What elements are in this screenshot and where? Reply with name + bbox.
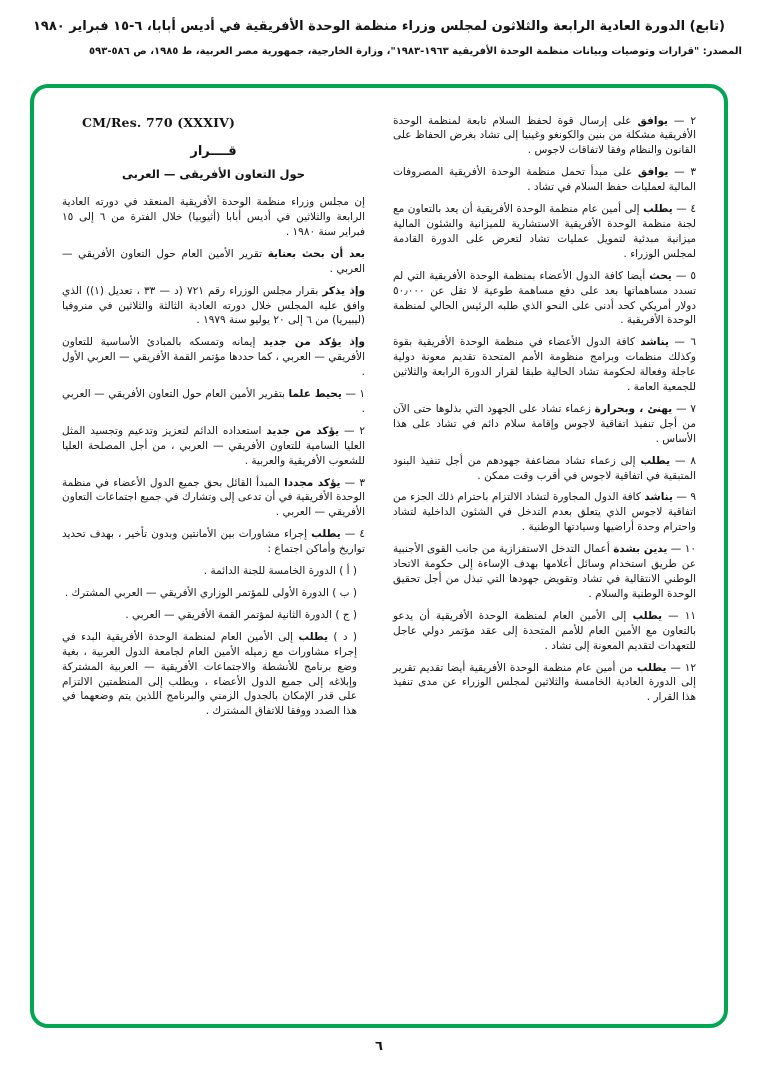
subitem-letter: ( أ ) xyxy=(339,565,357,578)
item-lead: يوافق xyxy=(637,166,669,179)
paragraph-lead: وإذ يذكر xyxy=(322,284,365,297)
paragraph-lead: بعد أن بحث بعناية xyxy=(267,247,366,260)
item-lead: يناشد xyxy=(644,491,673,504)
continuation-item xyxy=(393,202,696,262)
continuation-item xyxy=(393,490,696,535)
paragraph-number: ٤ — xyxy=(344,528,365,541)
item-number: ١١ — xyxy=(668,609,696,622)
subitem-text: إلى الأمين العام لمنظمة الوحدة الأفريقية البدء في إجراء مشاورات مع زميله الأمين العام لجامعة الدول العربية ، بغية وضع برنامج للأنشطة والاجتماعات الأفريقية — العربية المشتركة وإبلاغه إلى جميع الدول الأعضاء ، ويطلب إلى المنظمتين الالتزام على قدر الإمكان بالجدول الزمني والبرنامج اللذين يتم وضعهما في هذا الصدد ووفقا للاتفاق المشترك . xyxy=(62,630,357,718)
subitem-text: الدورة الأولى للمؤتمر الوزاري الأفريقي — العربي المشترك . xyxy=(64,587,329,600)
header-title: (تابع) الدورة العادية الرابعة والثلاثون لمجلس وزراء منظمة الوحدة الأفريقية في أديس أبابا، ٦-١٥ فبراير ١٩٨٠ xyxy=(33,19,725,34)
paragraph-lead: يؤكد من جديد xyxy=(266,424,340,437)
resolution-paragraph xyxy=(62,387,365,417)
item-lead: يطلب xyxy=(643,203,673,216)
right-column-continuation xyxy=(393,114,696,1006)
item-text: أعمال التدخل الاستفزازية من جانب القوى الأجنبية عن طريق استخدام وسائل أعلامها بهدف الإساءة إلى حكومة الاتحاد الوطني الانتقالية في تشاد وتقويض جهودها التي تبذل من أجل تحقيق الوحدة الوطنية والسلام . xyxy=(393,543,696,600)
resolution-paragraph xyxy=(62,476,365,521)
item-text: على إرسال قوة لحفظ السلام تابعة لمنظمة الوحدة الأفريقية مشكلة من بنين والكونغو وغينيا إلى تشاد بغرض الحفاظ على القانون والنظام وفقا لاتفاقات لاجوس . xyxy=(393,114,696,157)
subitem-letter: ( ب ) xyxy=(332,587,357,600)
resolution-paragraph xyxy=(62,424,365,469)
paragraph-number: ٣ — xyxy=(344,476,365,489)
paragraph-lead: يحيط علما xyxy=(288,388,342,401)
two-column-layout xyxy=(62,114,696,1006)
item-text: كافة الدول المجاورة لتشاد الالتزام باحترام ذلك الجزء من اتفاقية لاجوس الذي يتعلق بعدم التدخل في الشئون الداخلية لتشاد واحترام وحدة أراضيها وسيادتها الوطنية . xyxy=(393,491,696,534)
item-lead: يناشد xyxy=(640,336,669,349)
subitem-lead: يطلب xyxy=(298,630,329,643)
resolution-ref: CM/Res. 770 (XXXIV) xyxy=(82,114,236,130)
item-lead: يوافق xyxy=(637,114,668,127)
paragraph-number: ١ — xyxy=(345,388,365,401)
item-number: ٢ — xyxy=(673,114,696,127)
item-text: أيضا كافة الدول الأعضاء بمنظمة الوحدة الأفريقية التي لم تسدد مساهماتها بعد على دفع مساهمة طوعية لا تقل عن ٥٠٫٠٠٠ دولار أمريكي كحد أدنى على النحو الذي طلبه الرئيس الحالي لمنظمة الوحدة الأفريقية . xyxy=(393,269,696,327)
continuation-item xyxy=(393,609,696,654)
item-number: ٣ — xyxy=(674,166,697,179)
subitem-text: الدورة الخامسة للجنة الدائمة . xyxy=(203,565,336,578)
item-text: كافة الدول الأعضاء في منظمة الوحدة الأفريقية بقوة وكذلك منظمات وبرامج منظومة الأمم المتحدة تقديم معونة دولية عاجلة وفعالة لحكومة تشاد الحالية طبقا لقرار الدورة الرابعة والثلاثين للجمعية العامة . xyxy=(393,336,696,394)
resolution-paragraph xyxy=(62,195,365,240)
item-lead: يحث xyxy=(649,269,672,282)
subitem-letter: ( د ) xyxy=(333,630,358,643)
continuation-item xyxy=(393,165,696,195)
resolution-paragraph xyxy=(62,284,365,329)
paragraph-number: ٢ — xyxy=(343,424,365,437)
item-text: إلى أمين عام منظمة الوحدة الأفريقية أن يعد بالتعاون مع لجنة منظمة الوحدة الأفريقية الاستشارية للميزانية والشئون المالية ميزانية مبدئية لتمويل عمليات تشاد لتعرض على الدورة القادمة لمجلس الوزراء . xyxy=(393,203,696,260)
continuation-item xyxy=(393,661,696,706)
item-text: إلى زعماء تشاد مضاعفة جهودهم من أجل تنفيذ البنود المتبقية في اتفاقية لاجوس في أقرب وقت ممكن . xyxy=(393,454,696,482)
header-source: المصدر: "قرارات وتوصيات وبيانات منظمة الوحدة الأفريقية ١٩٦٣-١٩٨٣"، وزارة الخارجية، جمهورية مصر العربية، ط ١٩٨٥، ص ٥٨٦-٥٩٣ xyxy=(89,45,742,57)
left-column-resolution xyxy=(62,114,365,1006)
content-frame xyxy=(30,84,728,1028)
item-text: على مبدأ تحمل منظمة الوحدة الأفريقية المصروفات المالية لعمليات حفظ السلام في تشاد . xyxy=(393,166,696,194)
paragraph-text: بقرار مجلس الوزراء رقم ٧٢١ (د — ٣٣ ، تعديل (١)) الذي وافق عليه المجلس خلال دورته العادية الثالثة والثلاثين في منروفيا (ليبيريا) من ٦ إلى ٢٠ يوليو سنة ١٩٧٩ . xyxy=(62,284,365,327)
continuation-item xyxy=(393,542,696,602)
item-lead: يطلب xyxy=(632,609,663,622)
item-text: من أمين عام منظمة الوحدة الأفريقية أيضا تقديم تقرير إلى الدورة العادية الخامسة والثلاثين لمجلس الوزراء عن مدى تنفيذ هذا القرار . xyxy=(393,661,696,704)
page-number: ٦ xyxy=(375,1038,383,1054)
resolution-subitem xyxy=(62,586,365,601)
paragraph-text: إجراء مشاورات بين الأمانتين وبدون تأخير ، بهدف تحديد تواريخ وأماكن اجتماع : xyxy=(62,528,365,556)
paragraph-text: المبدأ القائل بحق جميع الدول الأعضاء في منظمة الوحدة الأفريقية في أن تدعى إلى وتشارك في جميع اجتماعات التعاون الأفريقي — العربي . xyxy=(62,476,365,519)
page-header xyxy=(12,18,746,58)
item-lead: يهنئ ، وبحرارة xyxy=(594,402,673,415)
item-number: ٩ — xyxy=(676,491,696,504)
subitem-letter: ( ج ) xyxy=(335,608,357,621)
item-lead: يطلب xyxy=(636,661,667,674)
paragraph-text: إن مجلس وزراء منظمة الوحدة الأفريقية المنعقد في دورته العادية الرابعة والثلاثين في أديس أبابا (أثيوبيا) خلال الفترة من ٦ إلى ١٥ فبراير سنة ١٩٨٠ . xyxy=(62,196,365,238)
item-lead: يدين بشدة xyxy=(613,543,668,556)
item-number: ١٠ — xyxy=(670,543,697,556)
item-number: ٤ — xyxy=(676,203,697,216)
item-number: ٧ — xyxy=(676,402,696,415)
item-number: ١٢ — xyxy=(670,661,696,674)
paragraph-lead: يؤكد مجددا xyxy=(284,476,341,489)
paragraph-text: إيمانه وتمسكه بالمبادئ الأساسية للتعاون الأفريقي — العربي ، كما حددها مؤتمر القمة الأفريقي — العربي الأول . xyxy=(62,336,365,379)
continuation-item xyxy=(393,454,696,484)
page-footer xyxy=(12,1035,746,1054)
resolution-paragraph xyxy=(62,247,365,277)
paragraph-lead: يطلب xyxy=(311,528,341,541)
paragraph-lead: وإذ يؤكد من جديد xyxy=(263,336,365,349)
resolution-subitem xyxy=(62,564,365,579)
resolution-subitem xyxy=(62,608,365,623)
paragraph-text: بتقرير الأمين العام حول التعاون الأفريقي — العربي . xyxy=(62,388,365,415)
item-number: ٦ — xyxy=(674,336,697,349)
resolution-subitem xyxy=(62,630,365,719)
paragraph-text: استعداده الدائم لتعزيز وتدعيم وتجسيد المثل العليا السامية للتعاون الأفريقي — العربي ، من أجل المصلحة العليا للشعوب الأفريقية والعربية . xyxy=(62,424,365,467)
item-number: ٥ — xyxy=(675,269,696,282)
item-text: إلى الأمين العام لمنظمة الوحدة الأفريقية أن يدعو بالتعاون مع الأمين العام للأمم المتحدة إلى عقد مؤتمر دولي عاجل للتعهدات لتقديم المعونة إلى تشاد . xyxy=(393,609,696,652)
subitem-text: الدورة الثانية لمؤتمر القمة الأفريقي — العربي . xyxy=(125,608,332,621)
resolution-title: قــــرار xyxy=(190,144,237,160)
resolution-subtitle: حول التعاون الأفريقى — العربى xyxy=(122,166,305,181)
continuation-item xyxy=(393,114,696,159)
item-lead: يطلب xyxy=(640,454,671,467)
resolution-paragraph xyxy=(62,527,365,557)
continuation-item xyxy=(393,402,696,447)
item-number: ٨ — xyxy=(674,454,697,467)
continuation-item xyxy=(393,269,696,329)
resolution-paragraph xyxy=(62,335,365,380)
item-text: زعماء تشاد على الجهود التي بذلوها حتى الآن من أجل تنفيذ اتفاقية لاجوس وإقامة سلام دائم في تشاد على هذا الأساس . xyxy=(393,402,696,445)
continuation-item xyxy=(393,335,696,395)
paragraph-text: تقرير الأمين العام حول التعاون الأفريقي — العربي . xyxy=(62,247,365,275)
